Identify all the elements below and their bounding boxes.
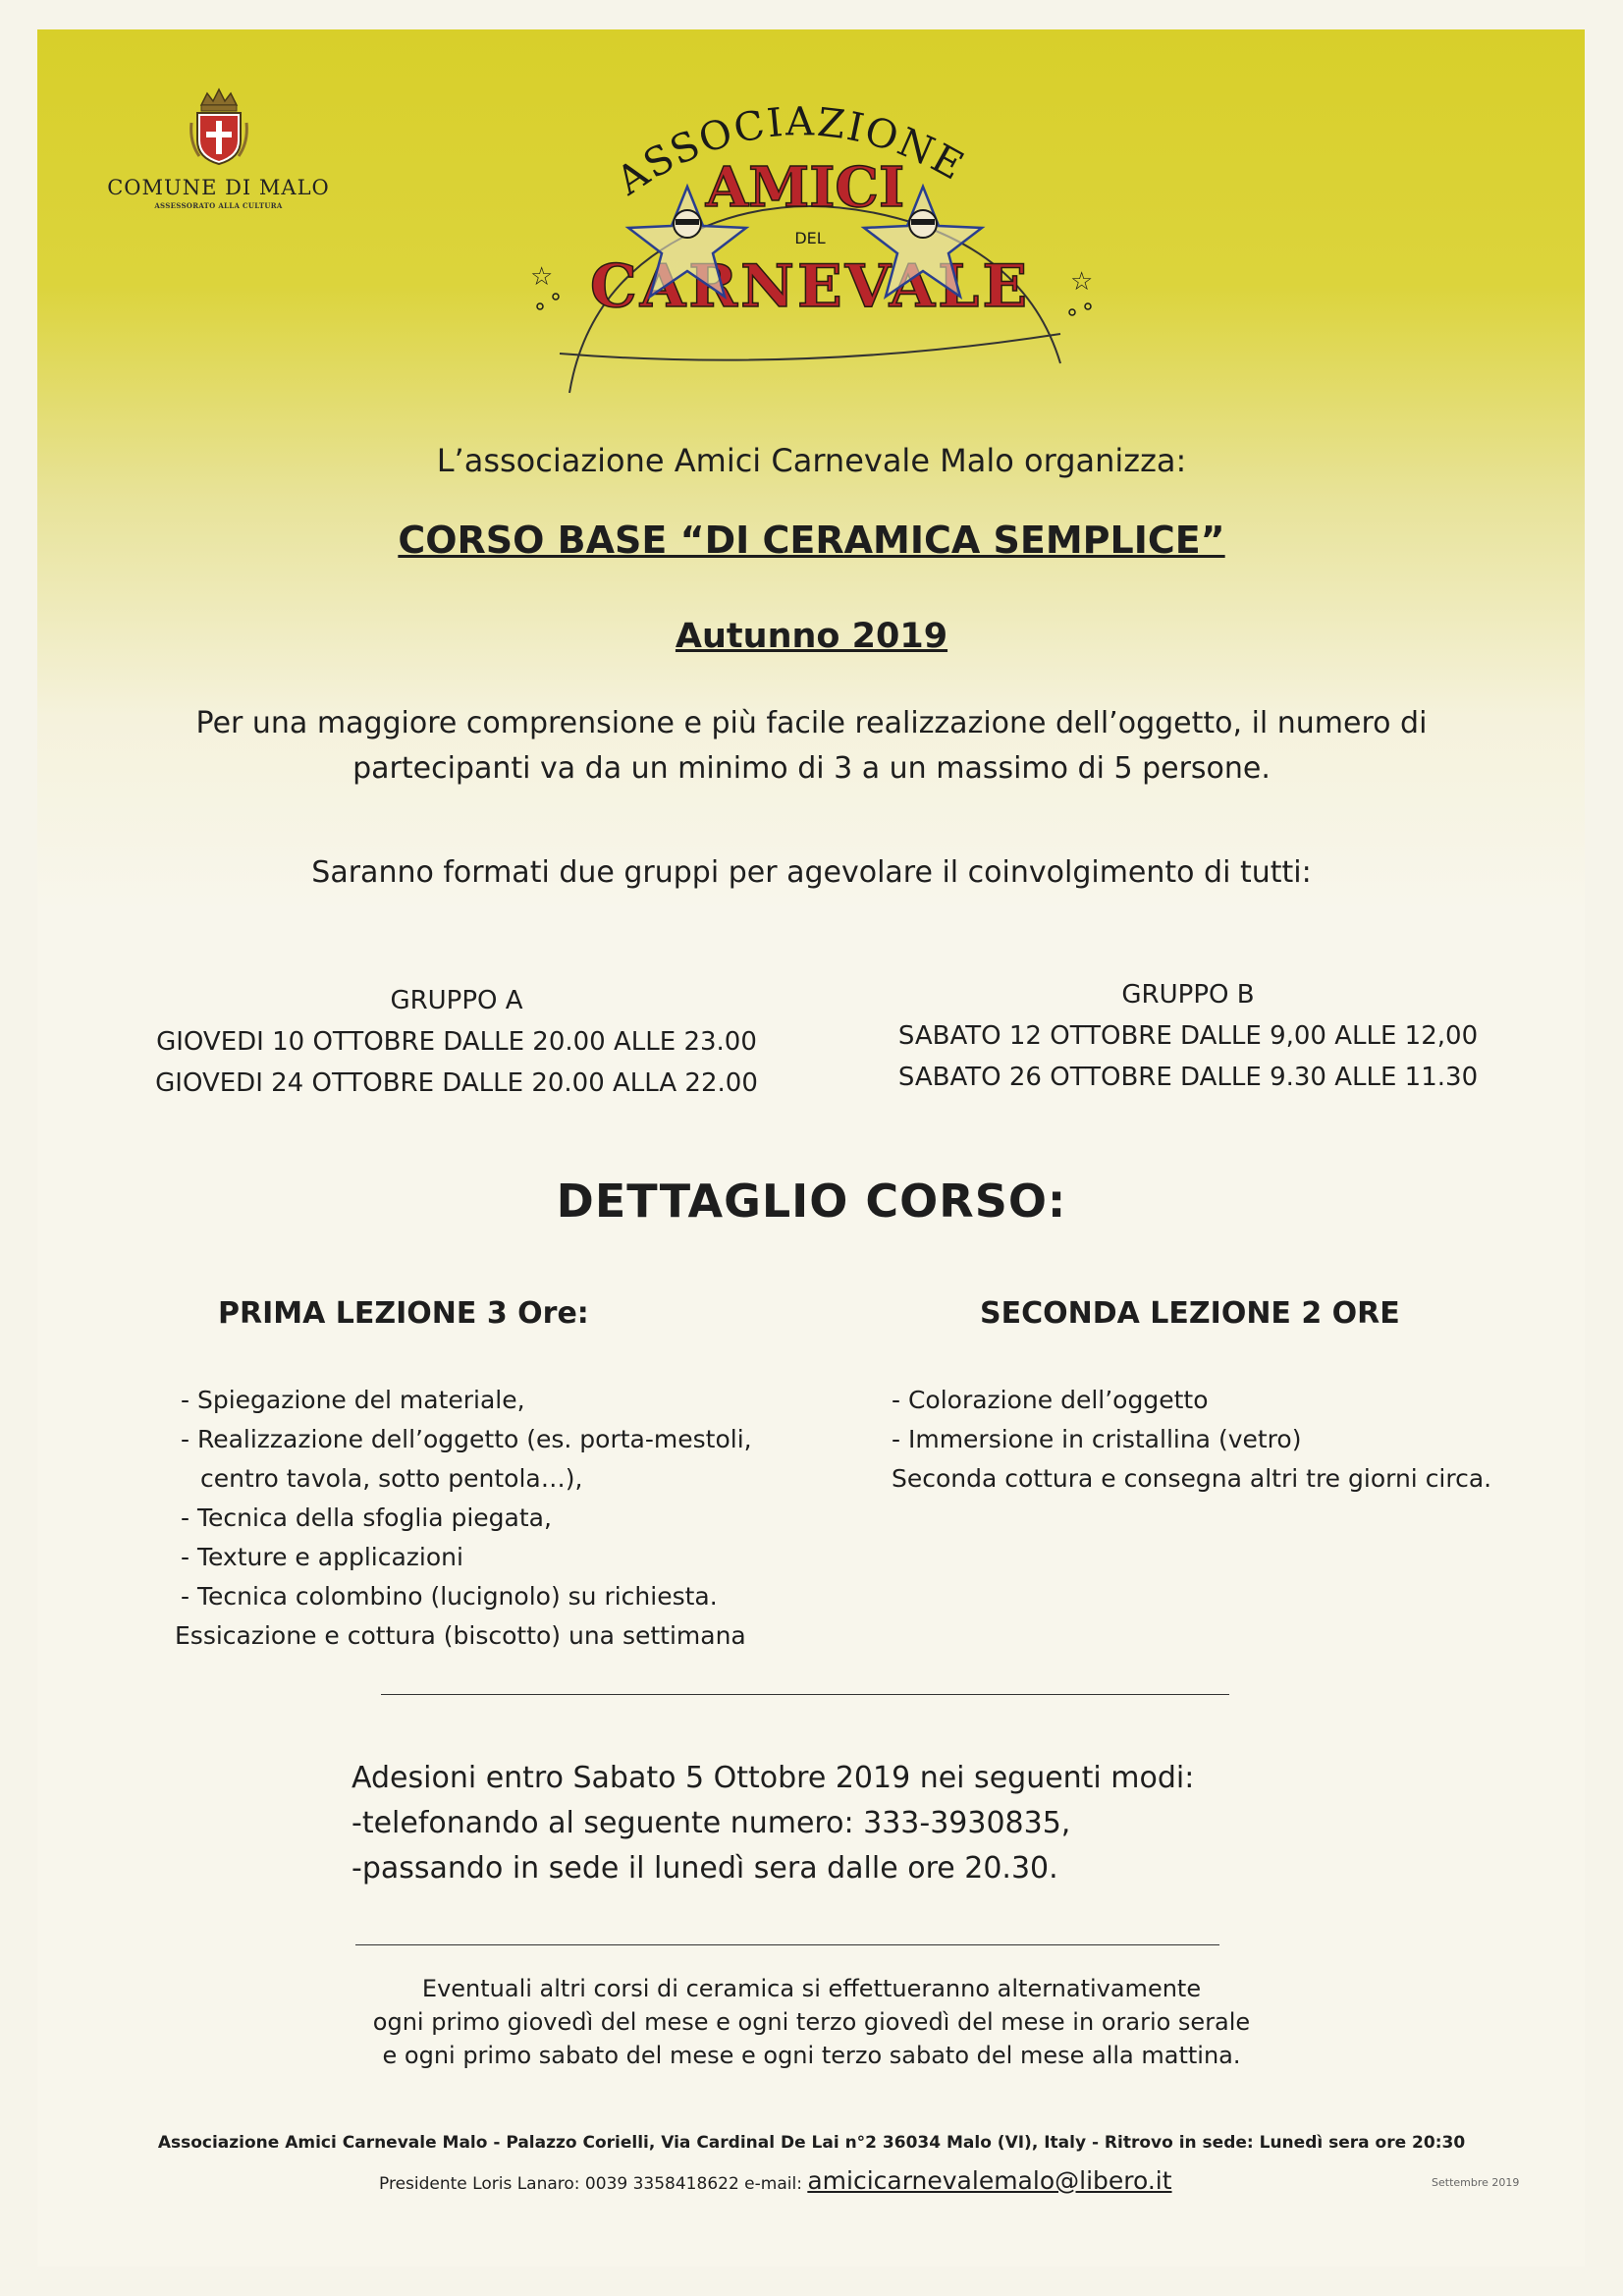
footer-president: Presidente Loris Lanaro: 0039 3358418622	[379, 2174, 739, 2194]
small-star-right-icon: ☆	[1070, 267, 1094, 297]
intro-text: L’associazione Amici Carnevale Malo organizza:	[436, 442, 1187, 479]
divider	[355, 1944, 1219, 1945]
lesson-1-item: - Realizzazione dell’oggetto (es. porta-mestoli,	[181, 1425, 752, 1453]
comune-name: COMUNE DI MALO	[107, 176, 330, 199]
date-note: Settembre 2019	[1432, 2176, 1520, 2189]
footer-contacts	[379, 2166, 1172, 2195]
adesioni-line: -telefonando al seguente numero: 333-3930835,	[352, 1806, 1071, 1840]
participants-line-1: Per una maggiore comprensione e più facile realizzazione dell’oggetto, il numero di	[195, 706, 1428, 740]
group-b	[835, 974, 1542, 1098]
logo-carnevale-text: CARNEVALE	[589, 252, 1031, 321]
divider	[381, 1694, 1229, 1695]
participants-line-2: partecipanti va da un minimo di 3 a un massimo di 5 persone.	[352, 751, 1271, 786]
other-courses-line: Eventuali altri corsi di ceramica si effettueranno alternativamente	[421, 1975, 1202, 2002]
footer-email-label: e-mail:	[744, 2174, 802, 2194]
footer-address: Associazione Amici Carnevale Malo - Palazzo Corielli, Via Cardinal De Lai n°2 36034 Malo (VI), Italy - Ritrovo in sede: Lunedì sera ore 20:30	[157, 2133, 1466, 2153]
lesson-2-heading: SECONDA LEZIONE 2 ORE	[980, 1296, 1400, 1331]
other-courses-line: ogni primo giovedì del mese e ogni terzo giovedì del mese in orario serale	[372, 2008, 1251, 2036]
lesson-1-item: Essicazione e cottura (biscotto) una settimana	[175, 1621, 746, 1650]
logo-amici-text: AMICI	[705, 155, 905, 220]
lesson-2-item: - Colorazione dell’oggetto	[892, 1386, 1209, 1414]
group-b-label: GRUPPO B	[1121, 980, 1255, 1010]
other-courses-line: e ogni primo sabato del mese e ogni terzo sabato del mese alla mattina.	[382, 2042, 1241, 2069]
group-a	[79, 980, 835, 1104]
comune-subtitle: ASSESSORATO ALLA CULTURA	[154, 201, 283, 210]
season-label: Autunno 2019	[675, 617, 948, 656]
lesson-1-item: - Spiegazione del materiale,	[181, 1386, 525, 1414]
lesson-2-item: Seconda cottura e consegna altri tre giorni circa.	[892, 1464, 1492, 1493]
footer-email-link[interactable]: amicicarnevalemalo@libero.it	[807, 2166, 1172, 2195]
comune-logo	[98, 83, 339, 210]
lesson-1-item: centro tavola, sotto pentola…),	[200, 1464, 583, 1493]
group-a-line-1: GIOVEDI 10 OTTOBRE DALLE 20.00 ALLE 23.00	[156, 1027, 757, 1057]
coat-of-arms-icon	[188, 83, 250, 168]
group-b-line-1: SABATO 12 OTTOBRE DALLE 9,00 ALLE 12,00	[897, 1021, 1479, 1051]
adesioni-line: Adesioni entro Sabato 5 Ottobre 2019 nei seguenti modi:	[352, 1761, 1195, 1795]
participants-paragraph	[0, 701, 1623, 792]
adesioni-block	[352, 1756, 1194, 1891]
lesson-1-item: - Tecnica della sfoglia piegata,	[181, 1503, 552, 1532]
associazione-logo	[511, 79, 1100, 403]
group-a-line-2: GIOVEDI 24 OTTOBRE DALLE 20.00 ALLA 22.00	[155, 1068, 758, 1098]
logo-top-text: ASSOCIAZIONE	[608, 99, 973, 205]
lesson-1-heading: PRIMA LEZIONE 3 Ore:	[218, 1296, 589, 1331]
lesson-2-list	[892, 1381, 1491, 1499]
small-star-left-icon: ☆	[530, 262, 554, 292]
groups-paragraph: Saranno formati due gruppi per agevolare il coinvolgimento di tutti:	[311, 855, 1312, 890]
other-courses-block	[0, 1972, 1623, 2072]
course-title: CORSO BASE “DI CERAMICA SEMPLICE”	[398, 519, 1225, 562]
adesioni-line: -passando in sede il lunedì sera dalle ore 20.30.	[352, 1851, 1058, 1886]
lesson-1-list	[175, 1381, 752, 1656]
lesson-1-item: - Tecnica colombino (lucignolo) su richiesta.	[181, 1582, 718, 1611]
logo-del-text: DEL	[794, 229, 826, 247]
lesson-2-item: - Immersione in cristallina (vetro)	[892, 1425, 1302, 1453]
lesson-1-item: - Texture e applicazioni	[181, 1543, 463, 1571]
detail-heading: DETTAGLIO CORSO:	[556, 1175, 1067, 1228]
group-a-label: GRUPPO A	[390, 986, 523, 1015]
group-b-line-2: SABATO 26 OTTOBRE DALLE 9.30 ALLE 11.30	[897, 1063, 1479, 1092]
